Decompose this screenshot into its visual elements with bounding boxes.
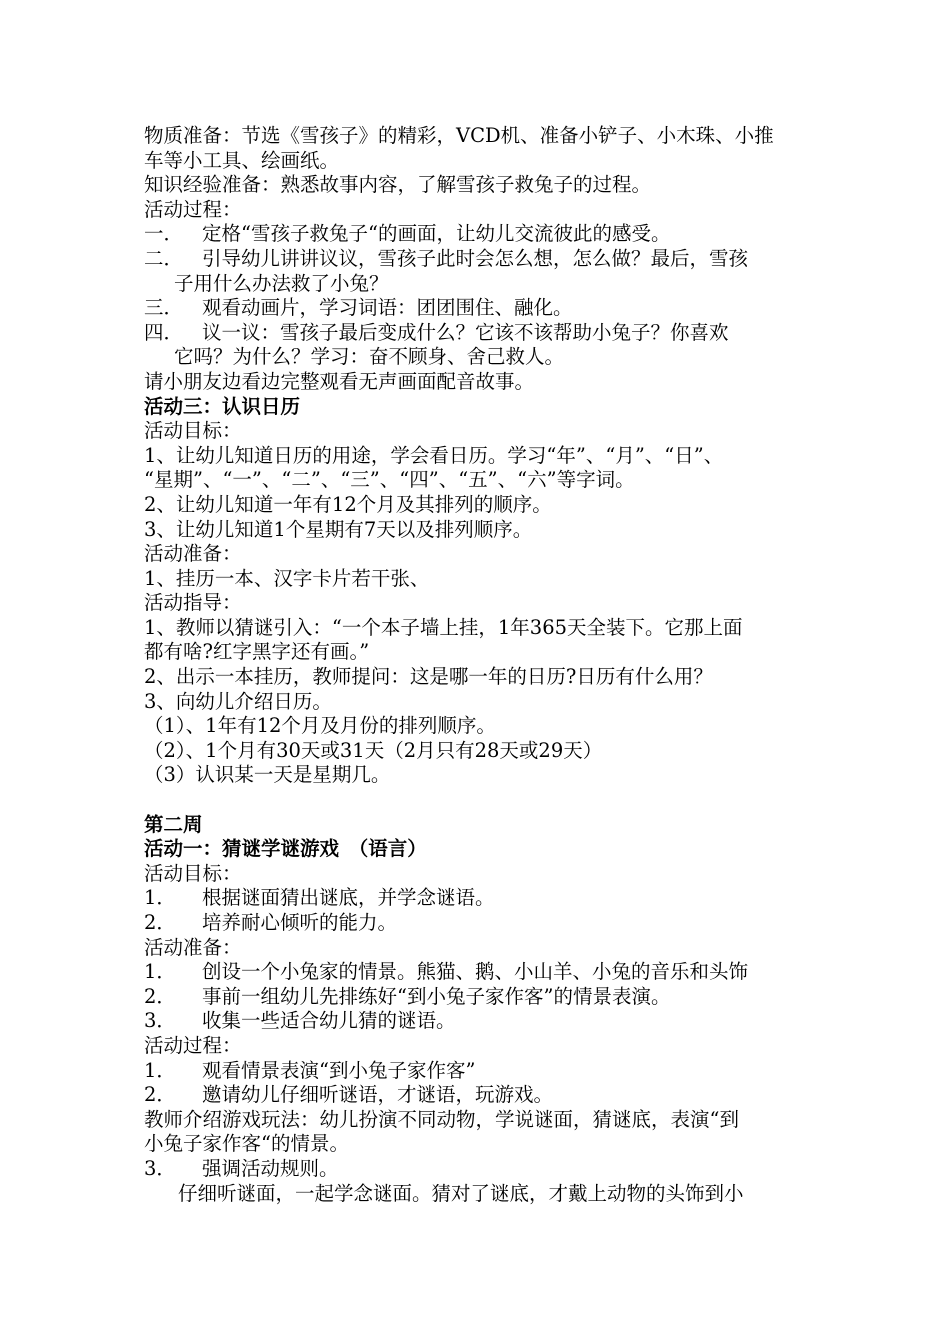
text-line: 小兔子家作客“的情景。	[144, 1132, 349, 1156]
text-line: 1、挂历一本、汉字卡片若干张、	[144, 566, 430, 590]
item-text: 事前一组幼儿先排练好“到小兔子家作客”的情景表演。	[202, 984, 671, 1008]
item-text: 定格“雪孩子救兔子“的画面，让幼儿交流彼此的感受。	[202, 222, 671, 246]
text-line: 2、让幼儿知道一年有12个月及其排列的顺序。	[144, 492, 552, 516]
text-line: 请小朋友边看边完整观看无声画面配音故事。	[144, 369, 535, 393]
numbered-item	[144, 296, 824, 321]
numbered-item	[144, 321, 824, 346]
text-line: 仔细听谜面，一起学念谜面。猜对了谜底，才戴上动物的头饰到小	[178, 1181, 744, 1205]
text-line: 车等小工具、绘画纸。	[144, 148, 340, 172]
item-number: 2．	[144, 984, 176, 1008]
numbered-item	[144, 222, 824, 247]
item-text: 议一议：雪孩子最后变成什么？它该不该帮助小兔子？你喜欢	[202, 320, 729, 344]
item-number: 3．	[144, 1156, 176, 1180]
week-heading: 第二周	[144, 812, 203, 836]
item-text: 观看动画片，学习词语：团团围住、融化。	[202, 296, 573, 320]
item-text: 创设一个小兔家的情景。熊猫、鹅、小山羊、小兔的音乐和头饰	[202, 960, 749, 984]
item-number: 二．	[144, 246, 184, 270]
numbered-item	[144, 1009, 824, 1034]
activity-heading: 活动一：猜谜学谜游戏 （语言）	[144, 837, 427, 861]
blank-line	[144, 788, 824, 813]
section-label: 活动过程：	[144, 1033, 242, 1057]
section-label: 活动过程：	[144, 197, 242, 221]
item-continuation: 子用什么办法救了小兔？	[174, 271, 389, 295]
text-line: 1、让幼儿知道日历的用途，学会看日历。学习“年”、“月”、“日”、	[144, 443, 724, 467]
text-line: 物质准备：节选《雪孩子》的精彩，VCD机、准备小铲子、小木珠、小推	[144, 124, 774, 147]
item-text: 收集一些适合幼儿猜的谜语。	[202, 1009, 456, 1033]
numbered-item	[144, 1157, 824, 1182]
section-label: 活动目标：	[144, 419, 242, 443]
text-line: 都有啥?红字黑字还有画。”	[144, 640, 370, 664]
item-text: 根据谜面猜出谜底，并学念谜语。	[202, 886, 495, 910]
text-line: （1）、1年有12个月及月份的排列顺序。	[144, 714, 496, 738]
text-line: 知识经验准备：熟悉故事内容，了解雪孩子救兔子的过程。	[144, 173, 652, 197]
text-line: （3）认识某一天是星期几。	[144, 763, 391, 787]
item-number: 2．	[144, 911, 176, 934]
item-text: 强调活动规则。	[202, 1156, 339, 1180]
numbered-item	[144, 911, 824, 936]
item-text: 观看情景表演“到小兔子家作客”	[202, 1058, 476, 1082]
section-label: 活动准备：	[144, 935, 242, 959]
text-line: “星期”、“一”、“二”、“三”、“四”、“五”、“六”等字词。	[144, 468, 635, 492]
numbered-item	[144, 1059, 824, 1084]
item-number: 1．	[144, 960, 176, 984]
item-number: 三．	[144, 296, 184, 320]
section-label: 活动目标：	[144, 861, 242, 885]
item-number: 3．	[144, 1009, 176, 1033]
numbered-item	[144, 1083, 824, 1108]
text-line: 教师介绍游戏玩法：幼儿扮演不同动物，学说谜面，猜谜底，表演“到	[144, 1107, 739, 1131]
item-number: 2．	[144, 1083, 176, 1107]
item-number: 四．	[144, 320, 184, 344]
section-label: 活动指导：	[144, 591, 242, 615]
activity-heading: 活动三：认识日历	[144, 394, 301, 418]
text-line: （2）、1个月有30天或31天（2月只有28天或29天）	[144, 738, 603, 762]
item-continuation: 它吗？为什么？学习：奋不顾身、舍己救人。	[174, 345, 565, 369]
item-text: 引导幼儿讲讲议议，雪孩子此时会怎么想，怎么做？最后，雪孩	[202, 246, 749, 270]
numbered-item	[144, 960, 824, 985]
item-text: 邀请幼儿仔细听谜语，才谜语，玩游戏。	[202, 1083, 554, 1107]
numbered-item	[144, 247, 824, 272]
numbered-item	[144, 886, 824, 911]
text-line: 2、出示一本挂历，教师提问：这是哪一年的日历?日历有什么用？	[144, 665, 713, 689]
document-page	[144, 124, 824, 1206]
section-label: 活动准备：	[144, 542, 242, 566]
text-line: 3、向幼儿介绍日历。	[144, 689, 332, 713]
numbered-item	[144, 985, 824, 1010]
text-line: 1、教师以猜谜引入：“一个本子墙上挂，1年365天全装下。它那上面	[144, 615, 743, 639]
item-number: 一．	[144, 222, 184, 246]
item-text: 培养耐心倾听的能力。	[202, 911, 398, 934]
text-line: 3、让幼儿知道1个星期有7天以及排列顺序。	[144, 517, 533, 541]
item-number: 1．	[144, 1058, 176, 1082]
item-number: 1．	[144, 886, 176, 910]
